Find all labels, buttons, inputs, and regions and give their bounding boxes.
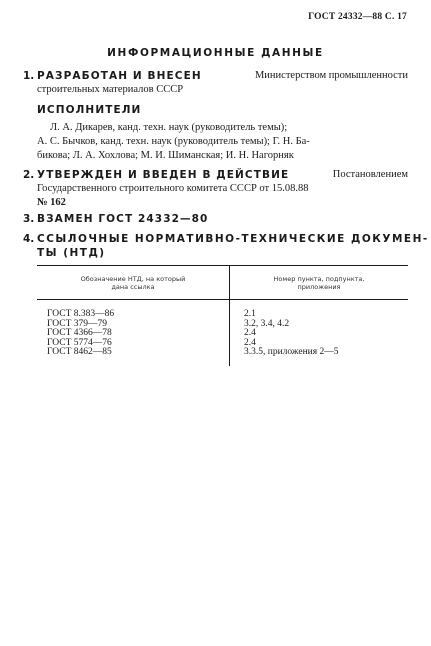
table-cell-document: ГОСТ 8.383—86 [47, 309, 115, 319]
section-2-text-line-2: Государственного строительного комитета СССР от 15.08.88 [37, 183, 309, 194]
section-2-text-line-3: № 162 [37, 197, 66, 208]
table-cell-document: ГОСТ 379—79 [47, 318, 107, 329]
table-cell-clause: 3.3.5, приложения 2—5 [244, 347, 339, 357]
section-2-line-1 [37, 168, 408, 182]
section-4-heading-line-2: ТЫ (НТД) [37, 247, 106, 259]
section-3-heading: ВЗАМЕН ГОСТ 24332—80 [37, 213, 209, 225]
section-2-text: Постановлением [332, 169, 408, 180]
table-cell-document: ГОСТ 8462—85 [47, 347, 112, 357]
section-2-heading: УТВЕРЖДЕН И ВВЕДЕН В ДЕЙСТВИЕ [37, 169, 290, 181]
table-header-rule [37, 299, 408, 300]
section-1-heading: РАЗРАБОТАН И ВНЕСЕН [37, 70, 202, 82]
table-top-rule [37, 265, 408, 266]
running-head: ГОСТ 24332—88 С. 17 [308, 12, 407, 22]
section-1 [23, 69, 408, 97]
table-cell-clause: 3.2, 3.4, 4.2 [244, 318, 290, 329]
performers-heading-block [37, 103, 408, 118]
performers-list [37, 121, 408, 163]
performers-line-2: А. С. Бычков, канд. техн. наук (руководитель темы); Г. Н. Ба- [37, 136, 310, 147]
table-cell-document: ГОСТ 5774—76 [47, 337, 112, 348]
table-header-clause-line-1: Номер пункта, подпункта, [273, 275, 365, 283]
table-cell-clause: 2.1 [244, 309, 256, 319]
section-4-number: 4. [23, 233, 35, 245]
table-cell-document: ГОСТ 4366—78 [47, 328, 112, 338]
table-cell-clause: 2.4 [244, 337, 256, 348]
section-1-line-1 [37, 69, 408, 83]
table-header-clause-line-2: приложения [297, 283, 341, 291]
table-header-clause [230, 275, 408, 291]
section-1-text-continued: строительных материалов СССР [37, 84, 184, 95]
performers-line-1 [50, 121, 408, 135]
section-3-number: 3. [23, 213, 35, 225]
page-title: ИНФОРМАЦИОННЫЕ ДАННЫЕ [107, 47, 324, 59]
section-1-text: Министерством промышленности [254, 70, 408, 81]
performers-line-3: бикова; Л. А. Хохлова; М. И. Шиманская; И. Н. Нагорняк [37, 150, 294, 161]
section-2-number: 2. [23, 169, 35, 181]
table-header-document-line-1: Обозначение НТД, на который [80, 275, 186, 283]
section-4 [23, 232, 429, 260]
section-4-heading-line-1: ССЫЛОЧНЫЕ НОРМАТИВНО-ТЕХНИЧЕСКИЕ ДОКУМЕН- [37, 233, 429, 245]
table-cell-clause: 2.4 [244, 328, 256, 338]
performers-heading: ИСПОЛНИТЕЛИ [37, 104, 142, 116]
section-2 [23, 168, 408, 210]
section-3 [23, 212, 408, 227]
table-header-document [37, 275, 229, 291]
table-header-document-line-2: дана ссылка [111, 283, 155, 291]
section-1-number: 1. [23, 70, 35, 82]
performers-line-1-text: Л. А. Дикарев, канд. техн. наук (руководитель темы); [50, 122, 288, 133]
